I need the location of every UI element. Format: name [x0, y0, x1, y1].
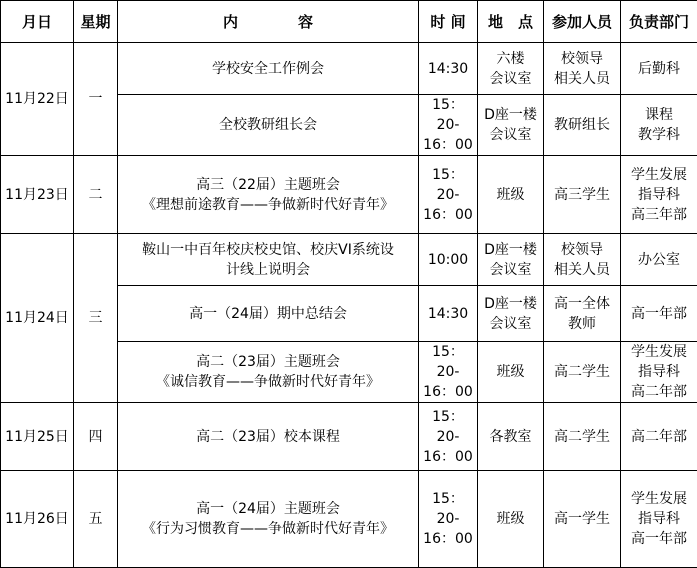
- table-row: [1, 156, 697, 234]
- date-cell: 11月23日: [1, 156, 74, 234]
- header-department: 负责部门: [621, 1, 697, 43]
- weekday-cell: 五: [74, 471, 118, 568]
- header-content: 内 容: [118, 1, 419, 43]
- participants-cell: 高一全体 教师: [544, 286, 621, 342]
- department-cell: 学生发展 指导科 高一年部: [621, 471, 697, 568]
- content-cell: 高一（24届）主题班会 《行为习惯教育——争做新时代好青年》: [118, 471, 419, 568]
- content-cell: 高二（23届）主题班会 《诚信教育——争做新时代好青年》: [118, 342, 419, 403]
- weekday-cell: 二: [74, 156, 118, 234]
- header-location: 地 点: [478, 1, 544, 43]
- header-participants: 参加人员: [544, 1, 621, 43]
- participants-cell: 高一学生: [544, 471, 621, 568]
- department-cell: 课程 教学科: [621, 95, 697, 156]
- location-cell: D座一楼 会议室: [478, 95, 544, 156]
- location-cell: 班级: [478, 471, 544, 568]
- time-cell: 14:30: [419, 286, 478, 342]
- content-cell: 高二（23届）校本课程: [118, 403, 419, 471]
- content-cell: 高一（24届）期中总结会: [118, 286, 419, 342]
- participants-cell: 高二学生: [544, 342, 621, 403]
- table-row: [1, 471, 697, 568]
- location-cell: 六楼 会议室: [478, 43, 544, 95]
- time-cell: 15：20- 16：00: [419, 471, 478, 568]
- department-cell: 高二年部: [621, 403, 697, 471]
- date-cell: 11月24日: [1, 234, 74, 403]
- table-row: [1, 43, 697, 95]
- weekday-cell: 三: [74, 234, 118, 403]
- header-row: [1, 1, 697, 43]
- location-cell: 班级: [478, 156, 544, 234]
- department-cell: 高一年部: [621, 286, 697, 342]
- content-cell: 全校教研组长会: [118, 95, 419, 156]
- participants-cell: 高二学生: [544, 403, 621, 471]
- table-row: [1, 403, 697, 471]
- date-cell: 11月22日: [1, 43, 74, 156]
- content-cell: 鞍山一中百年校庆校史馆、校庆VI系统设 计线上说明会: [118, 234, 419, 286]
- department-cell: 后勤科: [621, 43, 697, 95]
- date-cell: 11月25日: [1, 403, 74, 471]
- participants-cell: 校领导 相关人员: [544, 234, 621, 286]
- header-time: 时 间: [419, 1, 478, 43]
- time-cell: 15：20- 16：00: [419, 95, 478, 156]
- header-date: 月日: [1, 1, 74, 43]
- time-cell: 15：20- 16：00: [419, 156, 478, 234]
- time-cell: 10:00: [419, 234, 478, 286]
- department-cell: 学生发展 指导科 高三年部: [621, 156, 697, 234]
- location-cell: D座一楼 会议室: [478, 234, 544, 286]
- department-cell: 办公室: [621, 234, 697, 286]
- participants-cell: 高三学生: [544, 156, 621, 234]
- time-cell: 15：20- 16：00: [419, 342, 478, 403]
- time-cell: 15：20- 16：00: [419, 403, 478, 471]
- participants-cell: 校领导 相关人员: [544, 43, 621, 95]
- table-row: [1, 234, 697, 286]
- header-weekday: 星期: [74, 1, 118, 43]
- content-cell: 高三（22届）主题班会 《理想前途教育——争做新时代好青年》: [118, 156, 419, 234]
- location-cell: D座一楼 会议室: [478, 286, 544, 342]
- time-cell: 14:30: [419, 43, 478, 95]
- location-cell: 班级: [478, 342, 544, 403]
- weekday-cell: 四: [74, 403, 118, 471]
- date-cell: 11月26日: [1, 471, 74, 568]
- location-cell: 各教室: [478, 403, 544, 471]
- weekday-cell: 一: [74, 43, 118, 156]
- participants-cell: 教研组长: [544, 95, 621, 156]
- department-cell: 学生发展 指导科 高二年部: [621, 342, 697, 403]
- content-cell: 学校安全工作例会: [118, 43, 419, 95]
